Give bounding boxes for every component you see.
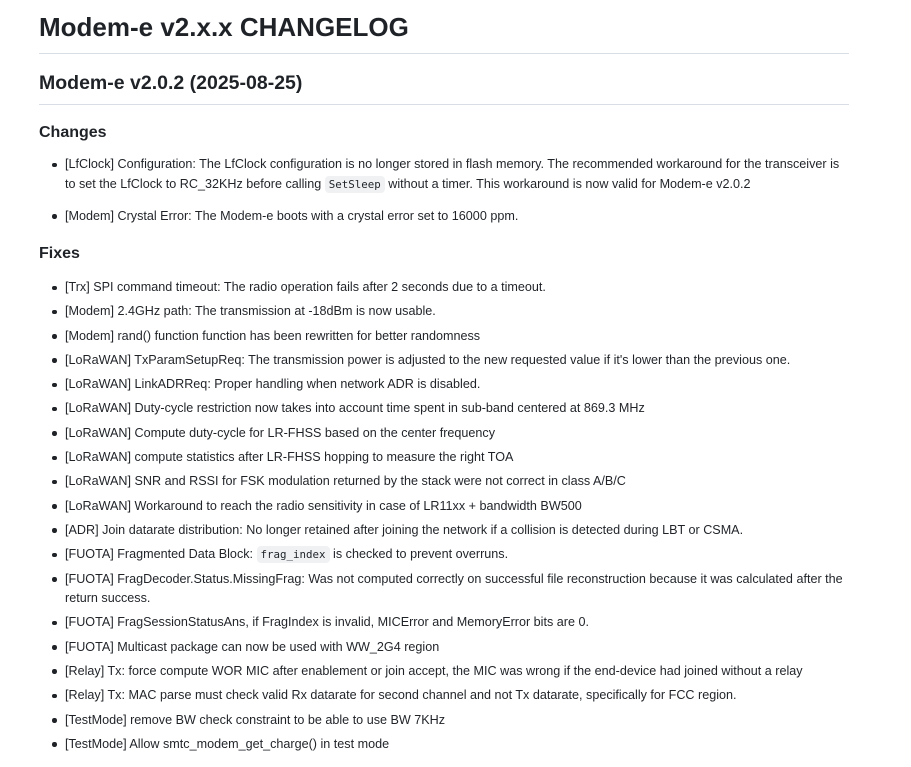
changelog-document bbox=[39, 0, 849, 754]
list-item: [Modem] Crystal Error: The Modem-e boots with a crystal error set to 16000 ppm. bbox=[65, 207, 849, 227]
release-heading: Modem-e v2.0.2 (2025-08-25) bbox=[39, 70, 849, 105]
list-item: [Relay] Tx: force compute WOR MIC after enablement or join accept, the MIC was wrong if the end-device had joined without a relay bbox=[65, 662, 849, 682]
changes-list bbox=[39, 155, 849, 226]
list-item: [ADR] Join datarate distribution: No longer retained after joining the network if a collision is detected during LBT or CSMA. bbox=[65, 521, 849, 541]
list-item: [LoRaWAN] TxParamSetupReq: The transmission power is adjusted to the new requested value if it's lower than the previous one. bbox=[65, 351, 849, 371]
list-item: [TestMode] remove BW check constraint to be able to use BW 7KHz bbox=[65, 711, 849, 731]
list-item: [TestMode] Allow smtc_modem_get_charge() in test mode bbox=[65, 735, 849, 755]
list-item: [FUOTA] FragSessionStatusAns, if FragIndex is invalid, MICError and MemoryError bits are 0. bbox=[65, 613, 849, 633]
fixes-list bbox=[39, 278, 849, 754]
list-item: [FUOTA] Multicast package can now be used with WW_2G4 region bbox=[65, 638, 849, 658]
list-item: [FUOTA] FragDecoder.Status.MissingFrag: Was not computed correctly on successful file reconstruction because it was calculated after the return success. bbox=[65, 570, 849, 609]
item-text: is checked to prevent overruns. bbox=[329, 547, 509, 562]
item-text: without a timer. This workaround is now valid for Modem-e v2.0.2 bbox=[384, 176, 751, 191]
list-item bbox=[65, 155, 849, 194]
inline-code: SetSleep bbox=[325, 176, 385, 193]
fixes-heading: Fixes bbox=[39, 245, 80, 262]
item-text: [FUOTA] Fragmented Data Block: bbox=[65, 547, 257, 562]
page-title: Modem-e v2.x.x CHANGELOG bbox=[39, 11, 849, 54]
list-item bbox=[65, 545, 849, 565]
list-item: [LoRaWAN] SNR and RSSI for FSK modulation returned by the stack were not correct in class A/B/C bbox=[65, 472, 849, 492]
list-item: [LoRaWAN] Compute duty-cycle for LR-FHSS based on the center frequency bbox=[65, 424, 849, 444]
inline-code: frag_index bbox=[257, 546, 330, 563]
list-item: [Trx] SPI command timeout: The radio operation fails after 2 seconds due to a timeout. bbox=[65, 278, 849, 298]
list-item: [Modem] rand() function function has been rewritten for better randomness bbox=[65, 327, 849, 347]
changes-heading: Changes bbox=[39, 124, 107, 141]
list-item: [LoRaWAN] Duty-cycle restriction now takes into account time spent in sub-band centered at 869.3 MHz bbox=[65, 399, 849, 419]
list-item: [Relay] Tx: MAC parse must check valid Rx datarate for second channel and not Tx datarate, specifically for FCC region. bbox=[65, 686, 849, 706]
list-item: [LoRaWAN] LinkADRReq: Proper handling when network ADR is disabled. bbox=[65, 375, 849, 395]
list-item: [LoRaWAN] compute statistics after LR-FHSS hopping to measure the right TOA bbox=[65, 448, 849, 468]
item-text: [LfClock] Configuration: The LfClock configuration is no longer stored in flash memory. The recommended workaround for the transceiver is to set the LfClock to RC_32KHz before calling bbox=[65, 157, 840, 191]
list-item: [LoRaWAN] Workaround to reach the radio sensitivity in case of LR11xx + bandwidth BW500 bbox=[65, 497, 849, 517]
list-item: [Modem] 2.4GHz path: The transmission at -18dBm is now usable. bbox=[65, 302, 849, 322]
